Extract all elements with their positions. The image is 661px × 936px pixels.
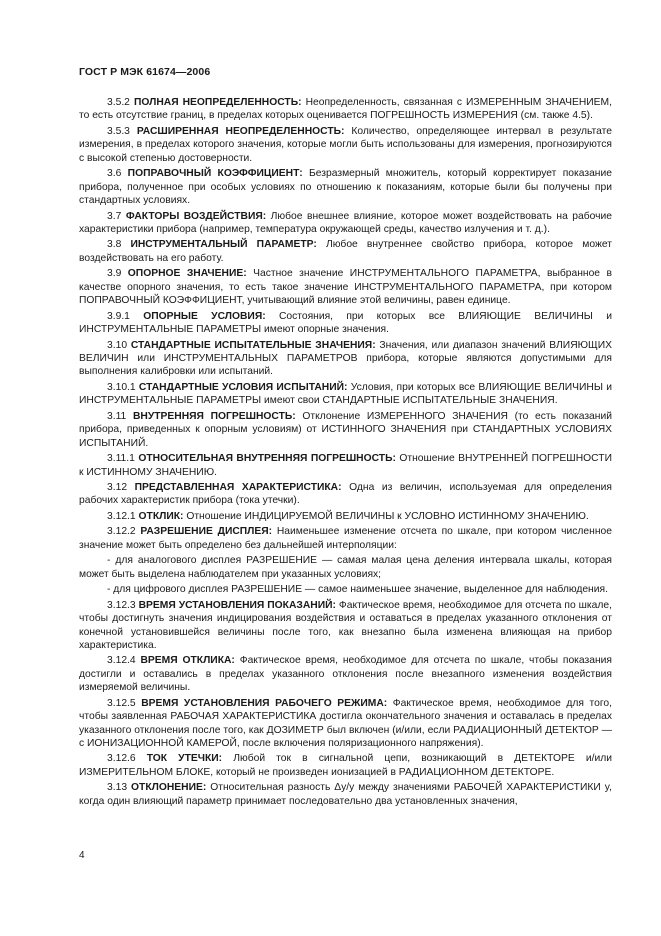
term-label: РАЗРЕШЕНИЕ ДИСПЛЕЯ: [140, 526, 273, 538]
term-label: ОПОРНОЕ ЗНАЧЕНИЕ: [127, 268, 247, 280]
definition-paragraph [79, 310, 612, 337]
definition-text: Фактическое время, необходимое для отсчета по шкале, чтобы достигнуть значения индицирования воздействия и оставаться в пределах указанного отклонения от конечной установившейся величины после того, как внезапно была изменена влияющая на прибор характеристика. [79, 599, 612, 651]
clause-number: 3.12.4 [107, 655, 136, 667]
definition-paragraph [79, 210, 612, 237]
clause-number: 3.6 [107, 168, 122, 180]
term-label: СТАНДАРТНЫЕ ИСПЫТАТЕЛЬНЫЕ ЗНАЧЕНИЯ: [130, 339, 376, 351]
document-header: ГОСТ Р МЭК 61674—2006 [79, 66, 211, 78]
clause-number: 3.12 [107, 482, 128, 493]
definition-paragraph [79, 510, 612, 523]
definition-paragraph [79, 481, 612, 508]
page-number: 4 [79, 850, 85, 861]
definition-text: Любой ток в сигнальной цепи, возникающий в ДЕТЕКТОРЕ и/или ИЗМЕРИТЕЛЬНОМ БЛОКЕ, который не произведен ионизацией в РАДИАЦИОННОМ ДЕТЕКТОРЕ. [79, 753, 612, 778]
term-label: СТАНДАРТНЫЕ УСЛОВИЯ ИСПЫТАНИЙ: [138, 381, 348, 393]
definition-text: Наименьшее изменение отсчета по шкале, при котором численное значение может быть определено без дальнейшей интерполяции: [79, 526, 612, 551]
definition-paragraph [79, 525, 612, 552]
clause-number: 3.5.2 [107, 97, 130, 108]
clause-number: 3.12.5 [107, 697, 136, 709]
term-label: ПОЛНАЯ НЕОПРЕДЕЛЕННОСТЬ: [133, 97, 302, 108]
clause-number: 3.9.1 [107, 310, 130, 322]
definition-text: Неопределенность, связанная с ИЗМЕРЕННЫМ ЗНАЧЕНИЕМ, то есть отсутствие границ, в пределах которых оценивается ПОГРЕШНОСТЬ ИЗМЕРЕНИЯ (см. также 4.5). [79, 97, 612, 122]
definition-text: Значения, или диапазон значений ВЛИЯЮЩИХ ВЕЛИЧИН или ИНСТРУМЕНТАЛЬНЫХ ПАРАМЕТРОВ прибора, которые являются допустимыми для выполнения калибровки или испытаний. [79, 339, 612, 378]
clause-number: 3.12.2 [107, 526, 136, 538]
definition-text: - для аналогового дисплея РАЗРЕШЕНИЕ — самая малая цена деления интервала шкалы, которая может быть выделена наблюдателем при указанных условиях; [79, 555, 612, 580]
term-label: ТОК УТЕЧКИ: [146, 753, 223, 765]
term-label: ОТКЛИК: [138, 510, 184, 522]
definition-text: Отклонение ИЗМЕРЕННОГО ЗНАЧЕНИЯ (то есть показаний прибора, приведенных к опорным условиям) от ИСТИННОГО ЗНАЧЕНИЯ при СТАНДАРТНЫХ УСЛОВИЯХ ИСПЫТАНИЙ. [79, 410, 612, 449]
definition-text: Любое внешнее влияние, которое может воздействовать на рабочие характеристики прибора (например, температура окружающей среды, качество излучения и т. д.). [79, 210, 612, 235]
definition-paragraph [79, 381, 612, 408]
definition-paragraph [79, 654, 612, 694]
definition-text: Состояния, при которых все ВЛИЯЮЩИЕ ВЕЛИЧИНЫ и ИНСТРУМЕНТАЛЬНЫЕ ПАРАМЕТРЫ имеют опорные значения. [79, 310, 612, 336]
definition-text: - для цифрового дисплея РАЗРЕШЕНИЕ — самое наименьшее значение, выделенное для наблюдения. [107, 584, 608, 596]
term-label: ВРЕМЯ ОТКЛИКА: [140, 655, 235, 667]
definition-text: Одна из величин, используемая для определения рабочих характеристик прибора (тока утечки). [79, 482, 612, 507]
term-label: ОТКЛОНЕНИЕ: [131, 782, 207, 794]
definition-paragraph [79, 583, 612, 596]
clause-number: 3.10.1 [107, 381, 136, 393]
clause-number: 3.12.1 [107, 510, 136, 522]
definition-paragraph [79, 238, 612, 265]
term-label: ПРЕДСТАВЛЕННАЯ ХАРАКТЕРИСТИКА: [134, 482, 342, 493]
clause-number: 3.9 [107, 268, 122, 280]
definition-paragraph [79, 697, 612, 751]
clause-number: 3.11 [107, 410, 127, 422]
definition-text: Частное значение ИНСТРУМЕНТАЛЬНОГО ПАРАМЕТРА, выбранное в качестве опорного значения, то есть такое значение ИНСТРУМЕНТАЛЬНОГО ПАРАМЕТРА, при котором ПОПРАВОЧНЫЙ КОЭФФИЦИЕНТ, учитывающий влияние этой величины, равен единице. [79, 268, 612, 307]
definition-text: Фактическое время, необходимое для того, чтобы заявленная РАБОЧАЯ ХАРАКТЕРИСТИКА достигла окончательного значения и оставалась в пределах указанного отклонения после того, как ДОЗИМЕТР был включен (и/или, если РАДИАЦИОННЫЙ ДЕТЕКТОР — с ИОНИЗАЦИОННОЙ КАМЕРОЙ, после включения поляризационного напряжения). [79, 697, 612, 749]
definition-paragraph [79, 452, 612, 479]
term-label: ИНСТРУМЕНТАЛЬНЫЙ ПАРАМЕТР: [130, 239, 317, 251]
clause-number: 3.5.3 [107, 125, 130, 137]
clause-number: 3.12.3 [107, 599, 136, 611]
clause-number: 3.13 [107, 782, 128, 794]
term-label: ФАКТОРЫ ВОЗДЕЙСТВИЯ: [125, 210, 267, 222]
clause-number: 3.8 [107, 239, 122, 251]
definition-paragraph [79, 781, 612, 808]
clause-number: 3.12.6 [107, 753, 136, 765]
definition-paragraph [79, 410, 612, 450]
term-label: РАСШИРЕННАЯ НЕОПРЕДЕЛЕННОСТЬ: [136, 125, 345, 137]
clause-number: 3.7 [107, 210, 122, 222]
term-label: ПОПРАВОЧНЫЙ КОЭФФИЦИЕНТ: [127, 168, 303, 180]
definition-paragraph [79, 339, 612, 379]
document-body [79, 96, 612, 810]
definition-text: Отношение ИНДИЦИРУЕМОЙ ВЕЛИЧИНЫ к УСЛОВНО ИСТИННОМУ ЗНАЧЕНИЮ. [186, 510, 589, 522]
definition-paragraph [79, 752, 612, 779]
term-label: ВРЕМЯ УСТАНОВЛЕНИЯ РАБОЧЕГО РЕЖИМА: [141, 697, 388, 709]
definition-paragraph [79, 167, 612, 207]
term-label: ОТНОСИТЕЛЬНАЯ ВНУТРЕННЯЯ ПОГРЕШНОСТЬ: [138, 453, 396, 465]
definition-text: Безразмерный множитель, который корректирует показание прибора, полученное при особых условиях по отношению к показаниям, которые были бы получены при стандартных условиях. [79, 168, 612, 207]
definition-text: Любое внутреннее свойство прибора, которое может воздействовать на его работу. [79, 239, 612, 264]
definition-paragraph [79, 96, 612, 123]
term-label: ВНУТРЕННЯЯ ПОГРЕШНОСТЬ: [132, 410, 296, 422]
definition-paragraph [79, 267, 612, 307]
definition-paragraph [79, 599, 612, 653]
term-label: ОПОРНЫЕ УСЛОВИЯ: [143, 310, 266, 322]
definition-text: Отношение ВНУТРЕННЕЙ ПОГРЕШНОСТИ к ИСТИННОМУ ЗНАЧЕНИЮ. [79, 453, 612, 478]
definition-text: Фактическое время, необходимое для отсчета по шкале, чтобы показания достигли и оставались в пределах указанного отклонения после внезапного изменения воздействия измеряемой величины. [79, 655, 612, 694]
definition-paragraph [79, 125, 612, 165]
definition-text: Относительная разность Δy/y между значениями РАБОЧЕЙ ХАРАКТЕРИСТИКИ y, когда один влияющий параметр принимает последовательно два установленных значения, [79, 782, 612, 807]
clause-number: 3.10 [107, 339, 128, 351]
term-label: ВРЕМЯ УСТАНОВЛЕНИЯ ПОКАЗАНИЙ: [138, 599, 336, 611]
definition-paragraph [79, 554, 612, 581]
definition-text: Условия, при которых все ВЛИЯЮЩИЕ ВЕЛИЧИНЫ и ИНСТРУМЕНТАЛЬНЫЕ ПАРАМЕТРЫ имеют свои СТАНДАРТНЫЕ ИСПЫТАТЕЛЬНЫЕ ЗНАЧЕНИЯ. [79, 381, 612, 407]
clause-number: 3.11.1 [107, 453, 135, 465]
definition-text: Количество, определяющее интервал в результате измерения, в пределах которого значения, которые могли быть использованы для измерения, прогнозируются с высокой степенью достоверности. [79, 125, 612, 164]
